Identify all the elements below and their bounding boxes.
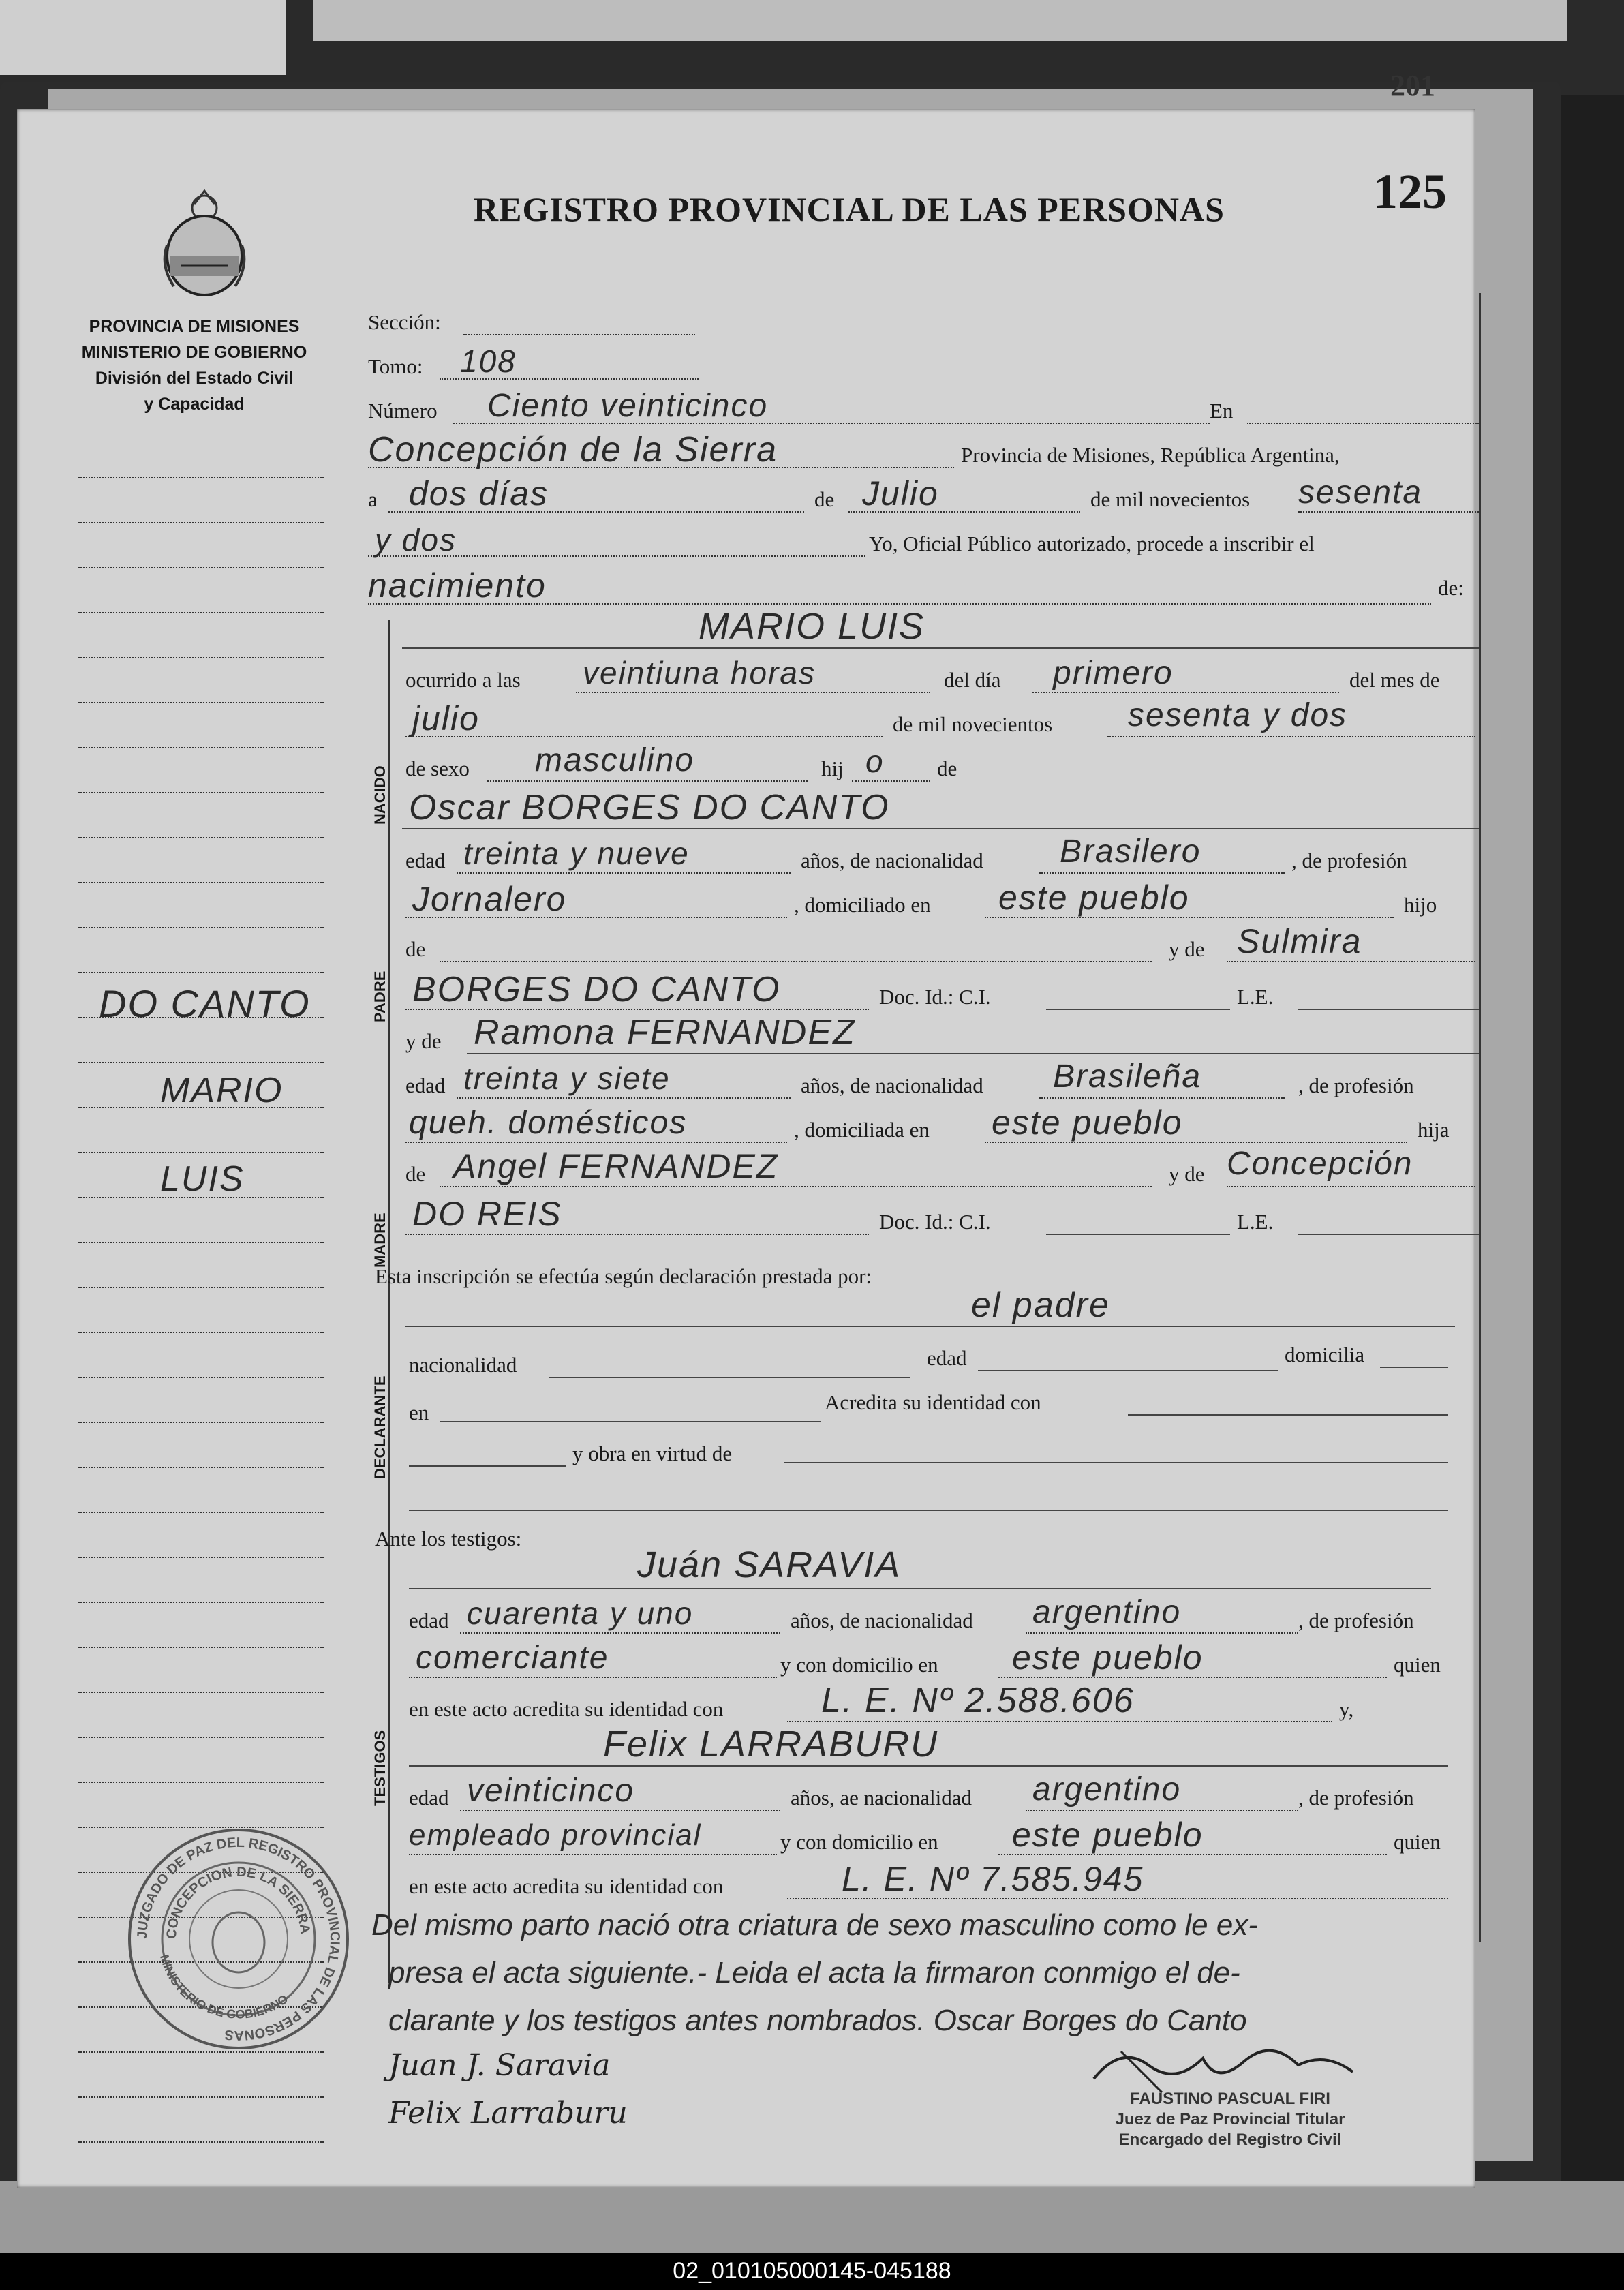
field-line: [1227, 961, 1475, 962]
field-line: [1107, 736, 1475, 737]
field-line: [405, 1234, 869, 1235]
testigo1-documento: L. E. Nº 2.588.606: [821, 1681, 1135, 1720]
label-a: a: [368, 487, 378, 511]
closing-note-line: presa el acta siguiente.- Leida el acta la firmaron conmigo el de-: [388, 1956, 1240, 1989]
label-nacionalidad: años, de nacionalidad: [791, 1608, 973, 1632]
field-line: [1247, 423, 1479, 424]
margin-ruled-line: [78, 2096, 324, 2098]
label-y: y,: [1339, 1697, 1354, 1721]
label-sexo: de sexo: [405, 757, 470, 780]
seal-bottom-text: MINISTERIO DE GOBIERNO: [157, 1953, 291, 2021]
label-le: L.E.: [1237, 1210, 1274, 1234]
issuer-line: División del Estado Civil: [95, 369, 294, 388]
label-edad: edad: [405, 849, 446, 872]
testigo1-profesion: comerciante: [416, 1640, 609, 1676]
nacido-hora: veintiuna horas: [583, 655, 816, 690]
margin-ruled-line: [78, 927, 324, 928]
margin-ruled-line: [78, 1152, 324, 1153]
field-line: [409, 1854, 777, 1855]
label-hija: hija: [1418, 1118, 1450, 1142]
seal-outer-text: JUZGADO DE PAZ DEL REGISTRO PROVINCIAL DE LAS PERSONAS: [134, 1835, 343, 2043]
margin-ruled-line: [78, 1512, 324, 1513]
field-line: [787, 1721, 1332, 1722]
field-line: [405, 1142, 787, 1143]
testigos-intro: Ante los testigos:: [375, 1527, 522, 1551]
testigo2-nacionalidad: argentino: [1032, 1771, 1182, 1807]
testigo2-documento: L. E. Nº 7.585.945: [842, 1860, 1144, 1898]
label-domicilia: domicilia: [1285, 1343, 1365, 1367]
field-line: [405, 1326, 1455, 1327]
field-line: [784, 1462, 1448, 1463]
official-round-seal: [126, 1827, 351, 2051]
paper-edge: [0, 0, 286, 75]
section-label-testigos: TESTIGOS: [371, 1730, 388, 1806]
margin-ruled-line: [78, 792, 324, 793]
testigo1-nombre: Juán SARAVIA: [637, 1544, 902, 1585]
label-acredita: Acredita su identidad con: [825, 1390, 1041, 1414]
margin-ruled-line: [78, 1782, 324, 1783]
nacido-nombre: MARIO LUIS: [699, 606, 925, 647]
testigo1-domicilio: este pueblo: [1012, 1638, 1204, 1677]
field-line: [440, 1421, 821, 1422]
field-line: [1298, 511, 1479, 513]
margin-ruled-line: [78, 882, 324, 883]
mes-value: Julio: [862, 474, 939, 513]
form-border: [1479, 293, 1481, 1942]
nacido-mes: julio: [412, 699, 480, 737]
field-line: [402, 647, 1479, 649]
field-line: [440, 1186, 1152, 1187]
margin-ruled-line: [78, 1422, 324, 1423]
corner-number: 201: [1390, 69, 1435, 102]
label-de: de: [937, 757, 957, 780]
anio-value: sesenta: [1298, 474, 1423, 510]
margin-ruled-line: [78, 1467, 324, 1468]
margin-ruled-line: [78, 1647, 324, 1648]
label-nacionalidad: años, de nacionalidad: [801, 1073, 983, 1097]
issuer-line: PROVINCIA DE MISIONES: [89, 317, 300, 336]
testigo2-nombre: Felix LARRABURU: [603, 1724, 939, 1765]
official-role: Encargado del Registro Civil: [1118, 2131, 1342, 2149]
padre-madre-nombre: Sulmira: [1237, 922, 1362, 960]
closing-note-line: clarante y los testigos antes nombrados. Oscar Borges do Canto: [388, 2004, 1247, 2037]
section-label-madre: MADRE: [371, 1212, 388, 1268]
field-line: [1026, 1810, 1298, 1811]
issuer-line: y Capacidad: [144, 395, 245, 414]
label-provincia: Provincia de Misiones, República Argentina,: [961, 443, 1340, 467]
folio-number: 125: [1373, 164, 1447, 219]
margin-ruled-line: [78, 702, 324, 703]
dia-value: dos días: [409, 474, 549, 513]
label-de: de: [405, 1162, 426, 1186]
madre-domicilio: este pueblo: [992, 1103, 1183, 1142]
field-line: [457, 1097, 791, 1099]
margin-ruled-line: [78, 2141, 324, 2143]
madre-padre-nombre: Angel FERNANDEZ: [453, 1147, 779, 1185]
label-domicilio: y con domicilio en: [780, 1653, 938, 1677]
label-y-de: y de: [405, 1029, 442, 1053]
field-line: [1039, 1097, 1285, 1099]
field-line: [402, 828, 1479, 829]
field-line: [1039, 872, 1285, 874]
declarante-intro: Esta inscripción se efectúa según declaración prestada por:: [375, 1264, 872, 1288]
label-y-de: y de: [1169, 937, 1205, 961]
padre-nacionalidad: Brasilero: [1060, 834, 1201, 870]
margin-note: MARIO: [160, 1071, 284, 1110]
section-label-padre: PADRE: [371, 971, 388, 1022]
field-line: [1046, 1009, 1230, 1010]
margin-ruled-line: [78, 477, 324, 478]
label-y-de: y de: [1169, 1162, 1205, 1186]
field-line: [409, 1765, 1448, 1767]
label-ocurrido: ocurrido a las: [405, 668, 521, 692]
declarante-quien: el padre: [971, 1285, 1110, 1325]
margin-ruled-line: [78, 1242, 324, 1243]
image-id-caption: 02_010105000145-045188: [0, 2253, 1624, 2290]
field-line: [978, 1370, 1278, 1371]
label-acredita: en este acto acredita su identidad con: [409, 1697, 724, 1721]
field-line: [549, 1377, 910, 1378]
label-domicilio: , domiciliada en: [794, 1118, 930, 1142]
field-line: [576, 692, 930, 693]
field-line: [1046, 1234, 1230, 1235]
field-line: [409, 1677, 777, 1678]
witness-signature: Felix Larraburu: [388, 2096, 628, 2131]
field-line: [1032, 692, 1339, 693]
margin-ruled-line: [78, 1377, 324, 1378]
closing-note-line: Del mismo parto nació otra criatura de sexo masculino como le ex-: [371, 1908, 1258, 1942]
field-line: [852, 780, 930, 782]
margin-ruled-line: [78, 2051, 324, 2053]
madre-edad: treinta y siete: [463, 1060, 671, 1096]
margin-ruled-line: [78, 657, 324, 658]
label-de: de: [814, 487, 835, 511]
field-line: [1227, 1186, 1475, 1187]
margin-note: LUIS: [160, 1159, 245, 1199]
padre-profesion: Jornalero: [412, 880, 567, 918]
nacido-anio: sesenta y dos: [1128, 697, 1348, 733]
label-en: en: [409, 1401, 429, 1424]
margin-ruled-line: [78, 567, 324, 568]
label-le: L.E.: [1237, 985, 1274, 1009]
nacido-dia: primero: [1053, 655, 1174, 691]
label-profesion: , de profesión: [1291, 849, 1407, 872]
label-quien: quien: [1394, 1830, 1441, 1854]
label-edad: edad: [409, 1608, 449, 1632]
margin-ruled-line: [78, 747, 324, 748]
section-label-declarante: DECLARANTE: [371, 1375, 388, 1479]
field-line: [440, 961, 1152, 962]
label-domicilio: y con domicilio en: [780, 1830, 938, 1854]
issuer-line: MINISTERIO DE GOBIERNO: [81, 343, 307, 362]
label-profesion: , de profesión: [1298, 1608, 1414, 1632]
margin-ruled-line: [78, 1287, 324, 1288]
label-edad: edad: [409, 1786, 449, 1810]
margin-ruled-line: [78, 1692, 324, 1693]
field-line: [467, 1053, 1479, 1054]
label-del-dia: del día: [944, 668, 1001, 692]
field-line: [460, 1632, 780, 1634]
label-seccion: Sección:: [368, 310, 441, 334]
seal-inner-text: CONCEPCION DE LA SIERRA: [164, 1864, 313, 1940]
padre-domicilio: este pueblo: [998, 879, 1190, 917]
label-hij: hij: [821, 757, 844, 780]
official-role: Juez de Paz Provincial Titular: [1115, 2110, 1345, 2128]
label-de-colon: de:: [1438, 576, 1464, 600]
testigo1-nacionalidad: argentino: [1032, 1594, 1182, 1630]
padre-nombre: Oscar BORGES DO CANTO: [409, 788, 890, 827]
field-line: [1298, 1009, 1479, 1010]
label-quien: quien: [1394, 1653, 1441, 1677]
nacido-hij: o: [865, 744, 885, 779]
field-line: [1380, 1367, 1448, 1368]
testigo2-edad: veinticinco: [467, 1773, 635, 1809]
label-doc: Doc. Id.: C.I.: [879, 1210, 991, 1234]
field-line: [463, 334, 695, 335]
tomo-value: 108: [460, 344, 517, 379]
label-de: de: [405, 937, 426, 961]
madre-madre-nombre: Concepción: [1227, 1146, 1413, 1182]
nacido-sexo: masculino: [535, 742, 695, 778]
margin-ruled-line: [78, 612, 324, 613]
padre-edad: treinta y nueve: [463, 836, 690, 871]
margin-ruled-line: [78, 522, 324, 523]
label-edad: edad: [405, 1073, 446, 1097]
label-del-mes: del mes de: [1349, 668, 1440, 692]
label-doc: Doc. Id.: C.I.: [879, 985, 991, 1009]
label-edad: edad: [927, 1346, 967, 1370]
testigo1-edad: cuarenta y uno: [467, 1596, 694, 1631]
anio-value-cont: y dos: [375, 522, 457, 558]
label-profesion: , de profesión: [1298, 1073, 1414, 1097]
madre-nacionalidad: Brasileña: [1053, 1058, 1202, 1095]
margin-ruled-line: [78, 1737, 324, 1738]
acto-value: nacimiento: [368, 566, 547, 605]
margin-ruled-line: [78, 837, 324, 838]
background: [0, 2181, 1624, 2263]
label-numero: Número: [368, 399, 438, 423]
label-anio: de mil novecientos: [1090, 487, 1251, 511]
testigo2-profesion: empleado provincial: [409, 1818, 702, 1852]
margin-ruled-line: [78, 972, 324, 973]
madre-nombre: Ramona FERNANDEZ: [474, 1013, 856, 1052]
field-line: [460, 1810, 780, 1811]
official-name: FAUSTINO PASCUAL FIRI: [1130, 2090, 1330, 2108]
label-domicilio: , domiciliado en: [794, 893, 931, 917]
paper-edge: [313, 0, 1567, 41]
padre-apellido: BORGES DO CANTO: [412, 970, 781, 1009]
margin-ruled-line: [78, 1062, 324, 1063]
field-line: [487, 780, 808, 782]
svg-text:MINISTERIO DE GOBIERNO: [157, 1953, 290, 2021]
margin-note: DO CANTO: [99, 982, 311, 1025]
label-obra: y obra en virtud de: [572, 1441, 733, 1465]
label-nacionalidad: años, de nacionalidad: [801, 849, 983, 872]
witness-signature: Juan J. Saravia: [388, 2048, 611, 2083]
label-en: En: [1210, 399, 1234, 423]
lugar-value: Concepción de la Sierra: [368, 430, 778, 470]
margin-ruled-line: [78, 1332, 324, 1333]
label-hijo: hijo: [1404, 893, 1437, 917]
numero-value: Ciento veinticinco: [487, 388, 769, 424]
label-tomo: Tomo:: [368, 354, 423, 378]
field-line: [1298, 1234, 1479, 1235]
issuer-block: [44, 314, 344, 417]
field-line: [457, 872, 791, 874]
madre-madre-apellido: DO REIS: [412, 1195, 562, 1233]
coat-of-arms-emblem: [160, 184, 249, 300]
field-line: [1026, 1632, 1298, 1634]
madre-profesion: queh. domésticos: [409, 1105, 688, 1141]
svg-text:CONCEPCION DE LA SIERRA: [164, 1865, 313, 1940]
label-acredita: en este acto acredita su identidad con: [409, 1874, 724, 1898]
label-yo: Yo, Oficial Público autorizado, procede a inscribir el: [869, 532, 1315, 555]
label-profesion: , de profesión: [1298, 1786, 1414, 1810]
document-title: REGISTRO PROVINCIAL DE LAS PERSONAS: [474, 190, 1225, 228]
testigo2-domicilio: este pueblo: [1012, 1816, 1204, 1854]
label-nacionalidad: años, ae nacionalidad: [791, 1786, 972, 1810]
field-line: [409, 1465, 566, 1467]
margin-ruled-line: [78, 1557, 324, 1558]
official-stamp: [1073, 2089, 1387, 2150]
section-bracket: [388, 1036, 390, 1356]
margin-ruled-line: [78, 1602, 324, 1603]
field-line: [1128, 1414, 1448, 1416]
label-anio: de mil novecientos: [893, 712, 1053, 736]
document-page: [17, 109, 1475, 2188]
field-line: [409, 1510, 1448, 1511]
section-label-nacido: NACIDO: [371, 765, 388, 825]
label-nacionalidad: nacionalidad: [409, 1353, 517, 1377]
field-line: [409, 1588, 1431, 1589]
